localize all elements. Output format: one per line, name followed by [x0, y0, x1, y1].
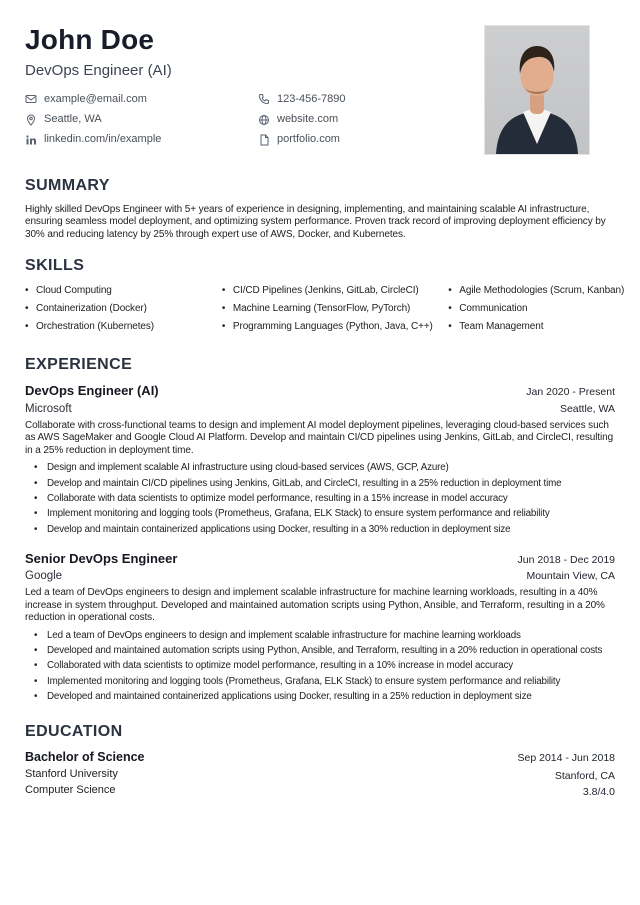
contact-column-right: [258, 93, 346, 147]
headshot-illustration: [485, 26, 589, 154]
job-description: Led a team of DevOps engineers to design and implement scalable infrastructure for machine learning workloads, resulting in a 40% increase in system throughput. Developed and maintained automation scripts using Python, Ansible, and Terraform, resulting in a 20% reduction in operational costs.: [25, 587, 605, 624]
job-bullet: • Led a team of DevOps engineers to design and implement scalable infrastructure for machine learning workloads: [34, 630, 615, 643]
contact-website: [258, 113, 346, 126]
section-summary: [25, 176, 615, 241]
job-location: Seattle, WA: [559, 402, 615, 415]
skill-item: • Orchestration (Kubernetes): [25, 320, 208, 333]
contact-linkedin: [25, 133, 258, 146]
contact-location: [25, 113, 258, 126]
job-header: [25, 383, 615, 399]
job-bullet: • Collaborated with data scientists to optimize model performance, resulting in a 10% increase in model accuracy: [34, 660, 615, 673]
job-bullet: • Developed and maintained containerized applications using Docker, resulting in a 25% reduction in deployment size: [34, 691, 615, 704]
job-dates: Jan 2020 - Present: [526, 386, 615, 399]
experience-heading: EXPERIENCE: [25, 356, 133, 374]
education-heading: EDUCATION: [25, 723, 123, 741]
contact-email-text: example@email.com: [44, 92, 147, 105]
summary-heading: SUMMARY: [25, 177, 110, 195]
contact-column-left: [25, 93, 258, 147]
education-entry: [25, 750, 615, 798]
skill-item: • Team Management: [448, 320, 640, 333]
candidate-job-title: DevOps Engineer (AI): [25, 61, 172, 79]
contact-phone: [258, 93, 346, 106]
phone-icon: [258, 93, 270, 105]
education-right-column: [518, 750, 616, 798]
education-left-column: [25, 750, 145, 798]
portfolio-icon: [258, 134, 270, 146]
section-education: [25, 722, 615, 798]
job-bullet-list: [25, 630, 615, 705]
skill-item: • Communication: [448, 302, 640, 315]
job-header: [25, 551, 615, 567]
education-dates: Sep 2014 - Jun 2018: [517, 752, 615, 765]
summary-text: Highly skilled DevOps Engineer with 5+ years of experience in designing, implementing, and maintaining scalable AI infrastructure, ensuring seamless model deployment, and optimizing system performance. Proven track record of improving deployment efficiency by 30% and reducing latency by 25% through expert use of AWS, Docker, and Kubernetes.: [25, 203, 606, 240]
job-bullet: • Developed and maintained automation scripts using Python, Ansible, and Terraform, resulting in a 20% reduction in operational costs: [34, 645, 615, 658]
skill-item: • CI/CD Pipelines (Jenkins, GitLab, CircleCI): [222, 284, 434, 297]
contact-portfolio: [258, 133, 346, 146]
experience-entry-2: [25, 551, 615, 704]
section-skills: [25, 256, 625, 338]
education-degree: Bachelor of Science: [25, 750, 145, 765]
contact-website-text: website.com: [277, 112, 339, 125]
skill-item: • Programming Languages (Python, Java, C++): [222, 320, 434, 333]
job-bullet: • Collaborate with data scientists to optimize model performance, resulting in a 15% increase in model accuracy: [34, 493, 615, 506]
job-bullet: • Implement monitoring and logging tools (Prometheus, Grafana, ELK Stack) to ensure system performance and reliability: [34, 508, 615, 521]
job-company: Microsoft: [25, 402, 72, 415]
job-dates: Jun 2018 - Dec 2019: [517, 553, 615, 566]
skills-column-1: [25, 284, 208, 338]
job-bullet-list: [25, 462, 615, 537]
globe-icon: [258, 114, 270, 126]
contact-linkedin-text: linkedin.com/in/example: [44, 133, 162, 146]
job-bullet: • Design and implement scalable AI infrastructure using cloud-based services (AWS, GCP, Azure): [34, 462, 615, 475]
contact-location-text: Seattle, WA: [44, 112, 102, 125]
skill-item: • Agile Methodologies (Scrum, Kanban): [448, 284, 640, 297]
email-icon: [25, 93, 37, 105]
skills-column-3: [448, 284, 640, 338]
education-major: Computer Science: [25, 784, 116, 797]
education-gpa: 3.8/4.0: [582, 786, 615, 799]
job-title: Senior DevOps Engineer: [25, 550, 178, 566]
linkedin-icon: [25, 134, 37, 146]
candidate-name: John Doe: [25, 24, 155, 55]
job-subheader: [25, 403, 615, 415]
education-location: Stanford, CA: [554, 770, 615, 783]
skills-heading: SKILLS: [25, 257, 85, 275]
job-bullet: • Develop and maintain CI/CD pipelines using Jenkins, GitLab, and CircleCI, resulting in a 25% reduction in deployment time: [34, 478, 615, 491]
job-title: DevOps Engineer (AI): [25, 383, 159, 399]
job-bullet: • Develop and maintain containerized applications using Docker, resulting in a 30% reduction in deployment size: [34, 524, 615, 537]
location-icon: [25, 114, 37, 126]
resume-header: [25, 25, 615, 146]
skill-item: • Containerization (Docker): [25, 302, 208, 315]
skills-grid: [25, 284, 625, 338]
skills-column-2: [222, 284, 434, 338]
experience-entry-1: [25, 383, 615, 536]
job-description: Collaborate with cross-functional teams to design and implement AI model deployment pipelines, leveraging cloud-based services such as AWS SageMaker and Google Cloud AI Platform. Develop and maintain CI/CD pipelines using Jenkins, GitLab, and CircleCI, resulting in a 25% reduction in deployment time.: [25, 419, 614, 456]
contact-email: [25, 93, 258, 106]
contact-portfolio-text: portfolio.com: [277, 133, 340, 146]
profile-photo: [484, 25, 590, 155]
education-school: Stanford University: [25, 768, 118, 781]
section-experience: [25, 355, 615, 704]
skill-item: • Machine Learning (TensorFlow, PyTorch): [222, 302, 434, 315]
job-location: Mountain View, CA: [526, 570, 615, 583]
job-company: Google: [25, 570, 63, 583]
job-subheader: [25, 570, 615, 582]
skill-item: • Cloud Computing: [25, 284, 208, 297]
contact-phone-text: 123-456-7890: [277, 92, 346, 105]
job-bullet: • Implemented monitoring and logging tools (Prometheus, Grafana, ELK Stack) to ensure system performance and reliability: [34, 676, 615, 689]
